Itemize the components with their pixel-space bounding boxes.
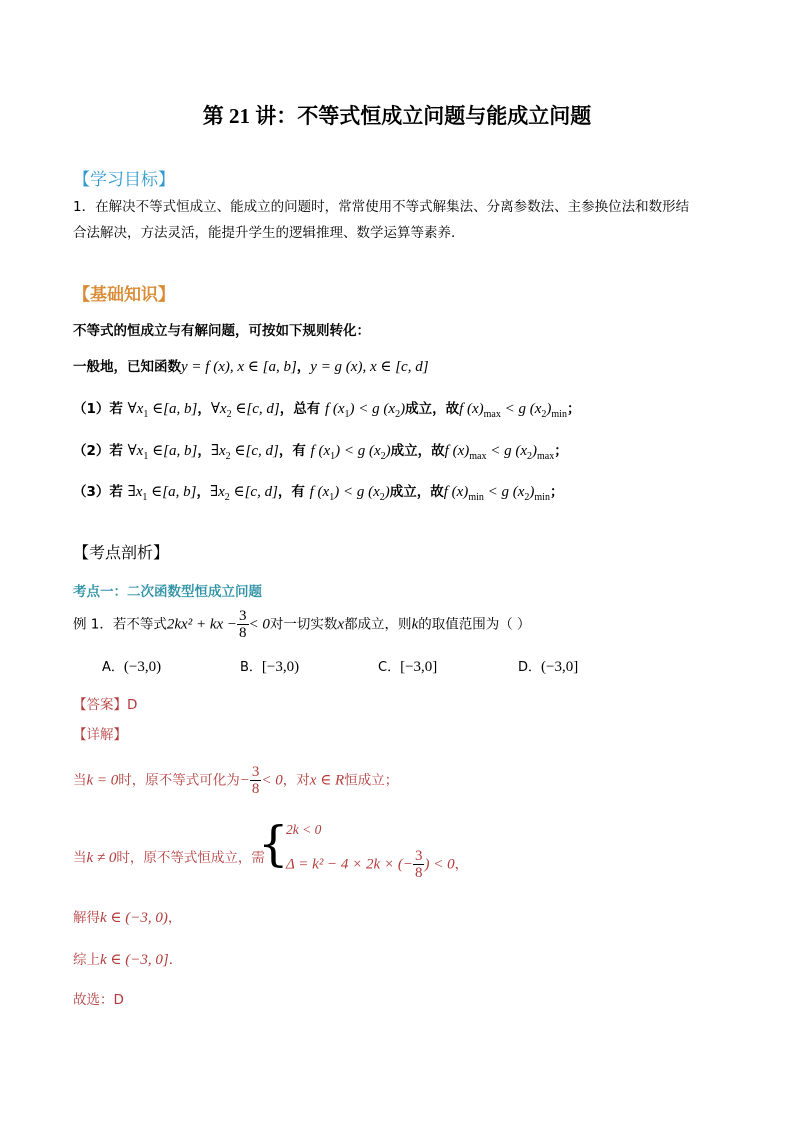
- sol-text: ，: [454, 856, 469, 873]
- question-text: 对一切实数: [269, 616, 338, 633]
- case-label: （2）若: [73, 443, 123, 459]
- system-line-1: 2k < 0: [286, 822, 322, 837]
- case-rhs-sub: max: [536, 451, 555, 462]
- fraction: [250, 764, 262, 797]
- system-brace: {: [258, 816, 289, 872]
- sol-math: k ∈ (−3, 0): [100, 910, 168, 926]
- basics-case-2: （2）若 $\forall x_1$ ∈[a, b]，$\exists x_2$ ∈[c, d]，有 f $(x_1) < g$ $(x_2)$成立，故f $(x)_{max} < g$ $(x_2)_{max}$；: [73, 443, 568, 462]
- choose-label: 故选：: [73, 992, 114, 1008]
- frac-num: 3: [251, 764, 260, 780]
- general-f-domain: y = f (x), x ∈ [a, b]: [181, 359, 297, 375]
- frac-den: 8: [414, 865, 423, 881]
- fraction: [413, 848, 425, 881]
- answer-value: D: [127, 697, 138, 713]
- var-k: k: [411, 616, 419, 633]
- frac-den: 8: [251, 781, 260, 797]
- sol-text: 解得: [73, 910, 100, 926]
- answer-line: [73, 693, 137, 713]
- objectives-line-1: 1．在解决不等式恒成立、能成立的问题时，常常使用不等式解集法、分离参数法、主参换位法和数形结: [73, 199, 690, 215]
- solution-line-1: 当k = 0时，原不等式可化为− $\frac{3}{8}$ < 0，对x ∈ R恒成立；: [73, 764, 399, 797]
- choose-value: D: [113, 992, 124, 1008]
- sol-text: 当: [73, 772, 87, 789]
- option-value: (−3,0]: [541, 659, 579, 675]
- domain: ∈[a, b]: [152, 401, 198, 417]
- analysis-heading: 【考点剖析】: [73, 543, 170, 562]
- option-b: [240, 656, 299, 676]
- var-x: x: [337, 616, 345, 633]
- case-cond: 成立，故: [389, 484, 444, 500]
- sol-text: ，对: [282, 772, 310, 789]
- option-letter: D．: [518, 660, 542, 675]
- option-a: [102, 656, 161, 676]
- case-label: （1）若: [73, 401, 123, 417]
- case-mid: ，总有: [279, 401, 321, 417]
- basics-case-3: （3）若 $\exists x_1$ ∈[a, b]，$\exists x_2$ ∈[c, d]，有 f $(x_1) < g$ $(x_2)$成立，故f $(x)_{min} < g$ $(x_2)_{min}$；: [73, 484, 564, 503]
- quantifier: ∀x: [210, 401, 227, 417]
- solution-line-3: [73, 906, 181, 927]
- answer-label: 【答案】: [73, 697, 127, 713]
- solution-line-4: [73, 948, 182, 969]
- objectives-line-2: 合法解决，方法灵活，能提升学生的逻辑推理、数学运算等素养．: [73, 225, 465, 241]
- sol-math: k ∈ (−3, 0]: [100, 952, 169, 968]
- sol-text: 时，原不等式恒成立，需: [116, 850, 265, 866]
- option-letter: A．: [102, 660, 124, 675]
- basics-case-1: （1）若 $\forall x_1$ ∈[a, b]，$\forall x_2$ ∈[c, d]，总有 f $(x_1) < g$ $(x_2)$成立，故f $(x)_{max} < g$ $(x_2)_{min}$；: [73, 401, 581, 420]
- example-label: 例 1．若不等式: [73, 616, 167, 633]
- option-value: [−3,0]: [400, 659, 438, 675]
- example-1-question: [73, 608, 531, 641]
- case-end: ；: [549, 484, 564, 500]
- general-prefix: 一般地，已知函数: [73, 359, 181, 375]
- sol-math: k ≠ 0: [86, 850, 117, 866]
- quantifier: ∀x: [127, 443, 144, 459]
- basics-intro: 不等式的恒成立与有解问题，可按如下规则转化：: [73, 323, 370, 339]
- basics-heading: 【基础知识】: [73, 285, 175, 305]
- general-sep: ，: [296, 359, 311, 375]
- choose-line: [73, 988, 124, 1008]
- option-value: (−3,0): [123, 659, 162, 675]
- case-rhs-sub: min: [534, 492, 550, 503]
- case-end: ；: [566, 401, 581, 417]
- option-d: [518, 656, 578, 676]
- quantifier: ∀x: [127, 401, 144, 417]
- question-text: 都成立，则: [344, 616, 412, 633]
- general-g-domain: y = g (x), x ∈ [c, d]: [310, 359, 429, 375]
- point-1-heading: 考点一：二次函数型恒成立问题: [73, 584, 262, 600]
- sol-math: Δ = k² − 4 × 2k × (−: [286, 856, 413, 873]
- option-letter: C．: [378, 660, 401, 675]
- case-mid: ，有: [278, 443, 306, 459]
- sol-text: ．: [168, 952, 183, 968]
- domain: ∈[c, d]: [235, 401, 280, 417]
- ineq-left: 2kx² + kx −: [166, 616, 238, 633]
- case-label: （3）若: [73, 484, 123, 500]
- frac-den: 8: [239, 625, 247, 641]
- frac-num: 3: [414, 848, 423, 864]
- basics-general: [73, 354, 429, 381]
- option-value: [−3,0): [261, 659, 300, 675]
- sol-math: x ∈ R: [309, 772, 345, 789]
- sol-math: ) < 0: [424, 856, 455, 873]
- sol-text: 当: [73, 850, 87, 866]
- question-text: 的取值范围为（ ）: [418, 616, 531, 633]
- sol-math: < 0: [261, 772, 283, 789]
- option-c: [378, 656, 437, 676]
- solution-line-2: [73, 846, 265, 867]
- domain: ∈[c, d]: [233, 484, 278, 500]
- case-lhs-sub: max: [483, 409, 501, 420]
- page-title: 第 21 讲：不等式恒成立问题与能成立问题: [202, 104, 592, 128]
- ineq-right: < 0: [248, 616, 270, 633]
- case-mid: ，有: [277, 484, 305, 500]
- sol-text: 恒成立；: [344, 772, 399, 789]
- quantifier: ∃x: [210, 443, 226, 459]
- domain: ∈[a, b]: [151, 484, 197, 500]
- case-end: ；: [554, 443, 568, 459]
- case-cond: 成立，故: [405, 401, 460, 417]
- case-rhs-sub: min: [551, 409, 567, 420]
- system-line-2: [286, 848, 468, 881]
- objectives-heading: 【学习目标】: [73, 170, 175, 190]
- sol-text: 综上: [73, 952, 100, 968]
- case-lhs-sub: max: [469, 451, 487, 462]
- domain: ∈[c, d]: [234, 443, 279, 459]
- sol-math: k = 0: [86, 772, 119, 789]
- detail-label: 【详解】: [73, 727, 127, 743]
- fraction: [237, 608, 249, 641]
- quantifier: ∃x: [127, 484, 143, 500]
- frac-num: 3: [239, 608, 247, 624]
- case-lhs-sub: min: [468, 492, 484, 503]
- sol-text: 时，原不等式可化为: [118, 772, 240, 789]
- quantifier: ∃x: [209, 484, 225, 500]
- case-cond: 成立，故: [390, 443, 445, 459]
- option-letter: B．: [240, 660, 262, 675]
- domain: ∈[a, b]: [152, 443, 198, 459]
- sol-text: ，: [167, 910, 182, 926]
